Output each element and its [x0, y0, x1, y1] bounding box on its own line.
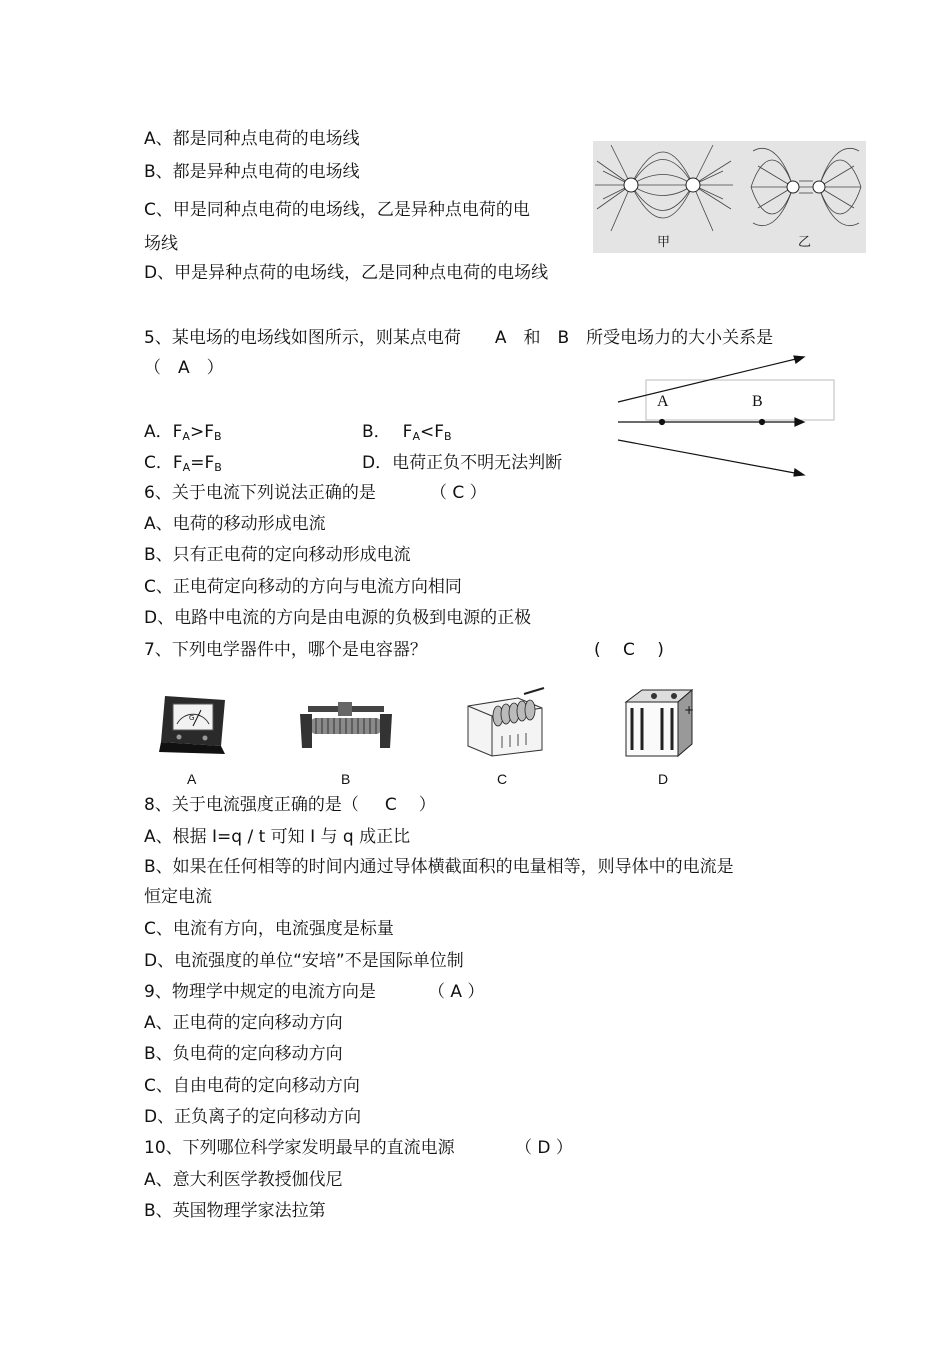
point-a-label: A — [657, 393, 669, 410]
q8-answer: C — [384, 795, 397, 815]
q9-option-c: C、自由电荷的定向移动方向 — [144, 1076, 360, 1096]
point-b-label: B — [752, 393, 763, 410]
q9-answer: （ A ） — [428, 982, 485, 1002]
q9-stem: 9、物理学中规定的电流方向是 — [144, 982, 376, 1002]
q7-stem: 7、下列电学器件中，哪个是电容器？ — [144, 640, 427, 660]
q6-option-b: B、只有正电荷的定向移动形成电流 — [144, 545, 411, 565]
q8-option-d: D、电流强度的单位“安培”不是国际单位制 — [144, 951, 464, 971]
q8-option-a: A、根据 I=q / t 可知 I 与 q 成正比 — [144, 827, 411, 847]
q5-answer: （ A ） — [144, 358, 224, 378]
variable-capacitor-icon — [462, 686, 548, 758]
q10-stem: 10、下列哪位科学家发明最早的直流电源 — [144, 1138, 455, 1158]
q10-option-b: B、英国物理学家法拉第 — [144, 1201, 326, 1221]
q5-option-a: A．$F_A>F_B$ — [144, 422, 222, 443]
q4-option-a: A、都是同种点电荷的电场线 — [144, 129, 360, 149]
q4-option-b: B、都是异种点电荷的电场线 — [144, 162, 360, 182]
battery-icon — [620, 684, 700, 760]
svg-text:+: + — [684, 703, 695, 717]
q10-option-a: A、意大利医学教授伽伐尼 — [144, 1170, 343, 1190]
q9-option-a: A、正电荷的定向移动方向 — [144, 1013, 343, 1033]
q5-option-b: B． $F_A<F_B$ — [362, 422, 452, 443]
svg-text:G: G — [189, 714, 195, 722]
figure-label-yi: 乙 — [798, 235, 812, 250]
q6-answer: （ C ） — [430, 483, 487, 503]
q10-answer: （ D ） — [515, 1138, 573, 1158]
q5-option-d: D．电荷正负不明无法判断 — [362, 453, 563, 473]
image-label-c: C — [497, 771, 508, 787]
rheostat-icon — [298, 700, 394, 752]
figure-label-jia: 甲 — [657, 235, 671, 250]
meter-icon — [155, 692, 231, 758]
q7-answer: ( C ) — [594, 640, 664, 660]
field-lines-ab-figure — [612, 348, 838, 480]
q8-option-b-line1: B、如果在任何相等的时间内通过导体横截面积的电量相等，则导体中的电流是 — [144, 857, 734, 877]
q8-option-b-line2: 恒定电流 — [144, 887, 212, 907]
q4-option-c-line1: C、甲是同种点电荷的电场线，乙是异种点电荷的电 — [144, 200, 530, 220]
q9-option-b: B、负电荷的定向移动方向 — [144, 1044, 343, 1064]
electric-field-lines-figure — [593, 141, 866, 253]
q4-option-c-line2: 场线 — [144, 234, 178, 254]
q5-option-c: C．$F_A=F_B$ — [144, 453, 222, 474]
q8-option-c: C、电流有方向，电流强度是标量 — [144, 919, 394, 939]
q5-stem: 5、某电场的电场线如图所示，则某点电荷 A 和 B 所受电场力的大小关系是 — [144, 328, 774, 348]
image-label-d: D — [658, 771, 669, 787]
image-label-a: A — [187, 771, 197, 787]
q6-stem: 6、关于电流下列说法正确的是 — [144, 483, 376, 503]
q8-stem: 8、关于电流强度正确的是（ C ） — [144, 795, 436, 815]
image-label-b: B — [341, 771, 351, 787]
q9-option-d: D、正负离子的定向移动方向 — [144, 1107, 362, 1127]
q6-option-d: D、电路中电流的方向是由电源的负极到电源的正极 — [144, 608, 532, 628]
q6-option-a: A、电荷的移动形成电流 — [144, 514, 326, 534]
q6-option-c: C、正电荷定向移动的方向与电流方向相同 — [144, 577, 462, 597]
q4-option-d: D、甲是异种点荷的电场线，乙是同种点电荷的电场线 — [144, 263, 549, 283]
